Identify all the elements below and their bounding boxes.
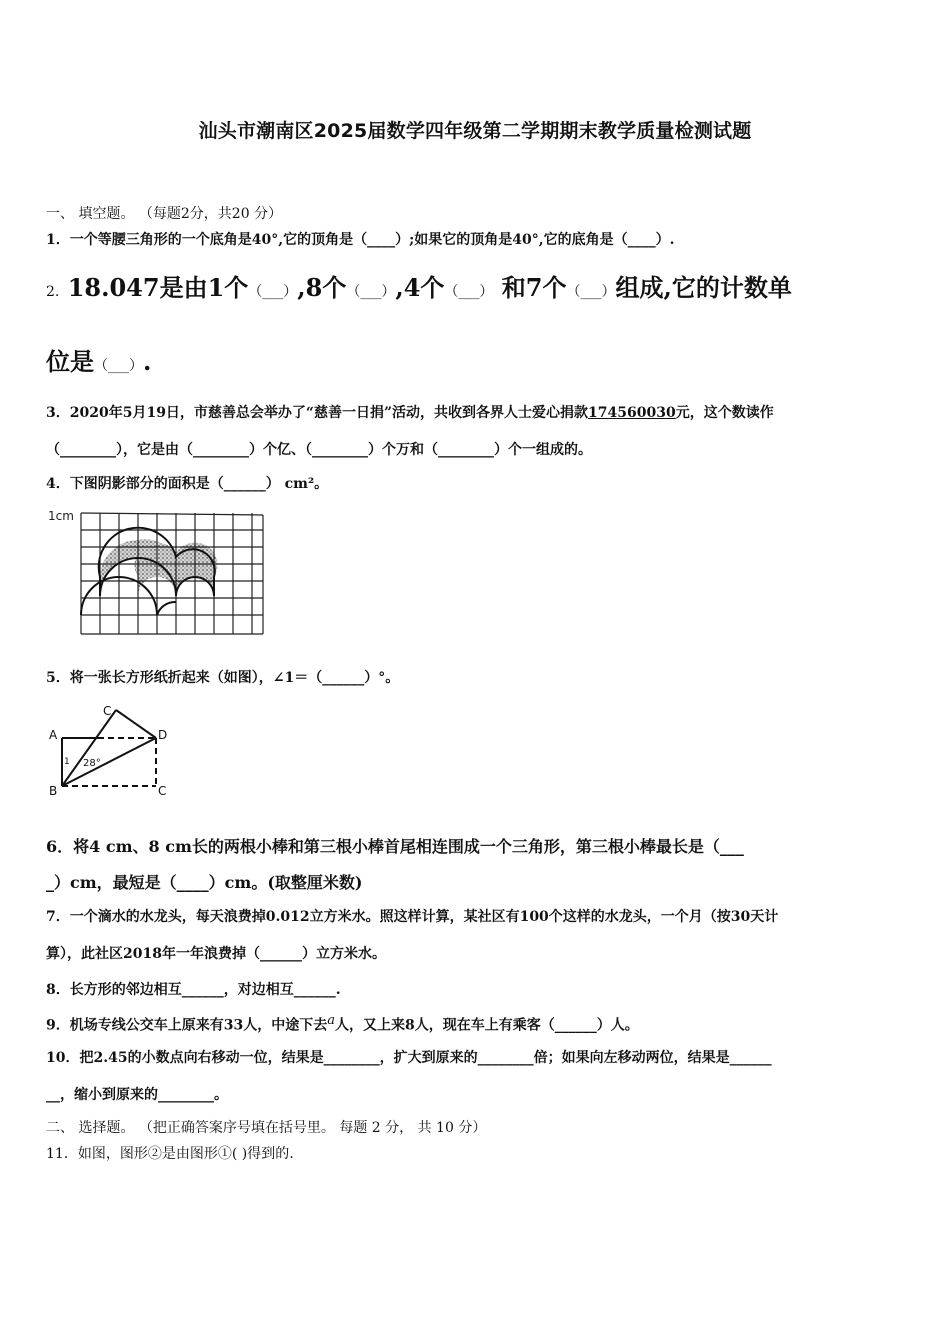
question-6-line-2: _）cm，最短是（____）cm。(取整厘米数) [46, 873, 363, 892]
question-7-line-1: 7．一个滴水的水龙头，每天浪费掉0.012立方米水。照这样计算，某社区有100个这样的水龙头，一个月（按30天计 [46, 909, 779, 925]
q2-part-2: ,8个 [297, 273, 347, 302]
q9-text-b: 人，又上来8人，现在车上有乘客（______）人。 [335, 1017, 639, 1034]
q2-part-1: 18.047是由1个 [67, 273, 249, 302]
question-4: 4．下图阴影部分的面积是（______） cm²。 [46, 476, 329, 492]
question-10-line-2: __，缩小到原来的________。 [46, 1087, 228, 1103]
q3-amount: 174560030 [588, 405, 676, 421]
q2-line2-end: . [143, 347, 152, 376]
q2-part-5: 组成,它的计数单 [615, 273, 792, 302]
label-d: D [158, 728, 168, 742]
label-angle-28: 28° [83, 758, 101, 769]
q2-blank-1: （___） [248, 284, 298, 300]
question-2-line-2 [46, 342, 916, 377]
question-7-line-2: 算），此社区2018年一年浪费掉（______）立方米水。 [46, 946, 386, 962]
question-5: 5．将一张长方形纸折起来（如图），∠1＝（______）°。 [46, 670, 400, 686]
q2-blank-3: （___） [444, 284, 494, 300]
page-title: 汕头市潮南区2025届数学四年级第二学期期末教学质量检测试题 [198, 120, 752, 142]
question-6-line-1: 6．将4 cm、8 cm长的两根小棒和第三根小棒首尾相连围成一个三角形，第三根小棒最长是（___ [46, 837, 744, 856]
section-1-header: 一、 填空题。 （每题2分，共20 分） [46, 206, 283, 222]
q3-text-b: 元，这个数读作 [675, 405, 774, 421]
q2-blank-2: （___） [346, 284, 396, 300]
grid-unit-label: 1cm [48, 509, 74, 523]
q2-blank-4: （___） [566, 284, 616, 300]
label-c-bottom: C [158, 784, 167, 798]
label-c-top: C [103, 704, 112, 718]
question-10-line-1: 10．把2.45的小数点向右移动一位，结果是________，扩大到原来的________倍；如果向左移动两位，结果是______ [46, 1050, 772, 1066]
question-3-line-2: （________），它是由（________）个亿、（________）个万和（________）个一组成的。 [46, 442, 592, 458]
question-11: 11．如图，图形②是由图形①( )得到的. [46, 1146, 294, 1162]
shaded-region [100, 539, 217, 596]
question-2-line-1 [46, 268, 916, 303]
label-a: A [49, 728, 58, 742]
question-3-line-1 [46, 402, 916, 422]
q9-variable: a [327, 1013, 335, 1028]
label-angle-1: 1 [64, 757, 70, 767]
folded-rectangle-figure [46, 700, 176, 800]
label-b: B [49, 784, 58, 798]
q2-part-4: 和7个 [493, 273, 567, 302]
q9-text-a: 9．机场专线公交车上原来有33人，中途下去 [46, 1017, 328, 1034]
q2-part-3: ,4个 [395, 273, 445, 302]
shaded-area-grid-figure [46, 505, 268, 637]
section-2-header: 二、 选择题。 （把正确答案序号填在括号里。 每题 2 分， 共 10 分） [46, 1120, 487, 1136]
q2-blank-5: （___） [94, 358, 143, 374]
q3-text-a: 3．2020年5月19日，市慈善总会举办了“慈善一日捐”活动，共收到各界人士爱心捐款 [46, 405, 589, 421]
q2-number: 2. [46, 284, 60, 300]
q2-line2-text: 位是 [46, 347, 94, 376]
question-1: 1．一个等腰三角形的一个底角是40°,它的顶角是（____）;如果它的顶角是40°,它的底角是（____）. [46, 232, 675, 248]
question-8: 8．长方形的邻边相互______，对边相互______. [46, 982, 341, 998]
question-9 [46, 1013, 916, 1035]
